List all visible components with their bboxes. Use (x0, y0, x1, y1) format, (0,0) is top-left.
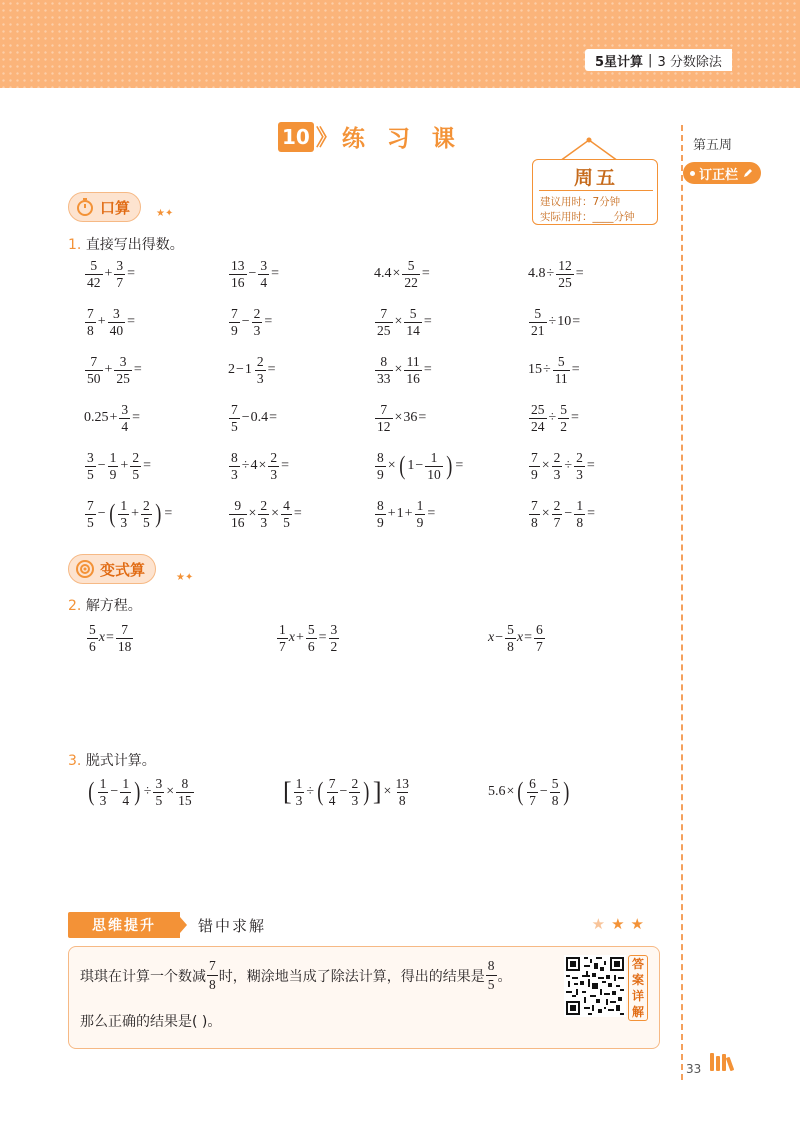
day-name: 周五 (573, 167, 618, 189)
star-icon: ★✦ (176, 572, 194, 583)
thinking-tab: 思维提升 (68, 912, 180, 938)
problem-1-18: $\frac{8}{3}$ ÷ 4 × $\frac{2}{3}$ = (231, 450, 289, 482)
problem-1-12: 15 ÷ $\frac{5}{11}$ = (528, 354, 580, 386)
star-icon: ★✦ (156, 208, 174, 219)
equation-3: x − $\frac{5}{8}$ x = $\frac{6}{7}$ (488, 622, 543, 654)
lesson-title (278, 120, 477, 153)
dot-icon (690, 171, 695, 176)
equation-2: 1 7 x + $\frac{5}{6}$ = $\frac{3}{2}$ (279, 622, 338, 654)
page-number: 33 (686, 1062, 702, 1076)
header-band (0, 0, 800, 88)
answer-tag-char: 解 (631, 1005, 644, 1019)
series-tag (585, 49, 732, 71)
thinking-text-a: 琪琪在计算一个数减 (80, 968, 206, 985)
problem-1-6: 7 9 − $\frac{2}{3}$ = (231, 306, 273, 338)
books-icon (710, 1053, 732, 1071)
problem-1-8: $\frac{5}{21}$ ÷ 10 = (531, 306, 581, 338)
thinking-text-b: 时，糊涂地当成了除法计算，得出的结果是 (218, 968, 485, 985)
thinking-header (68, 912, 660, 938)
lesson-name: 练习课 (341, 126, 477, 152)
pencil-icon (742, 167, 754, 179)
problem-1-4: 4.8 ÷ $\frac{12}{25}$ = (528, 258, 584, 290)
problem-1-19: $\frac{8}{9}$ × ( 1 − $\frac{1}{10}$ ) = (377, 450, 464, 482)
question-text: 解方程。 (85, 598, 142, 614)
thinking-subtitle: 错中求解 (198, 917, 267, 935)
equation-1: 5 6 x = $\frac{7}{18}$ (89, 622, 132, 654)
chapter-name: 3 分数除法 (657, 54, 722, 70)
week-label: 第五周 (693, 138, 733, 153)
question-3-title (68, 750, 156, 770)
expression-3: 5.6 × ( 6 7 − $\frac{5}{8}$ ) (488, 776, 570, 808)
thinking-line-2: 那么正确的结果是( )。 (80, 1014, 222, 1030)
answer-explanation-tag[interactable] (628, 955, 648, 1021)
question-number: 3. (68, 753, 82, 769)
problem-1-10: 2 − 1 $\frac{2}{3}$ = (228, 354, 276, 386)
day-divider (539, 190, 653, 191)
problem-1-17: 3 5 − $\frac{1}{9}$ + $\frac{2}{5}$ = (87, 450, 151, 482)
problem-1-5: 7 8 + $\frac{3}{40}$ = (87, 306, 136, 338)
problem-1-24: $\frac{7}{8}$ × $\frac{2}{7}$ − $\frac{1}{8}$ = (531, 498, 595, 530)
problem-1-7: $\frac{7}{25}$ × $\frac{5}{14}$ = (377, 306, 432, 338)
stopwatch-icon (75, 197, 95, 217)
day-card (532, 159, 658, 225)
question-number: 2. (68, 598, 82, 614)
series-name: 5星计算 (595, 54, 644, 70)
margin-divider (681, 125, 683, 1080)
question-2-title (68, 595, 142, 615)
correction-tag (683, 162, 761, 184)
problem-1-9: 7 50 + $\frac{3}{25}$ = (87, 354, 142, 386)
series-separator: | (648, 52, 653, 68)
problem-1-2: 13 16 − $\frac{3}{4}$ = (231, 258, 280, 290)
problem-1-21: 7 5 − ( 1 3 + $\frac{2}{5}$ ) = (87, 498, 173, 530)
problem-1-20: $\frac{7}{9}$ × $\frac{2}{3}$ ÷ $\frac{2}{3}$ = (531, 450, 595, 482)
actual-time: 实际用时：____分钟 (540, 211, 635, 223)
chevron-icon: 》 (315, 126, 338, 151)
fraction-denominator: 8 (209, 977, 216, 992)
section-variant-label: 变式算 (100, 560, 146, 579)
problem-1-14: 7 5 − 0.4 = (231, 402, 278, 434)
question-text: 直接写出得数。 (85, 237, 184, 253)
problem-1-11: $\frac{8}{33}$ × $\frac{11}{16}$ = (377, 354, 432, 386)
problem-1-15: $\frac{7}{12}$ × 36 = (377, 402, 427, 434)
qr-code-icon[interactable] (564, 955, 626, 1017)
problem-1-22: $\frac{9}{16}$ × $\frac{2}{3}$ × $\frac{4}{5}$ = (231, 498, 302, 530)
expression-1: ( 1 3 − $\frac{1}{4}$ ) ÷ $\frac{3}{5}$ × $\frac{8}{15}$ (88, 776, 192, 808)
problem-1-3: 4.4 × $\frac{5}{22}$ = (374, 258, 430, 290)
thinking-line-1 (80, 958, 512, 993)
problem-1-16: $\frac{25}{24}$ ÷ $\frac{5}{2}$ = (531, 402, 579, 434)
problem-1-13: 0.25 + $\frac{3}{4}$ = (84, 402, 141, 434)
difficulty-stars-icon: ★★★ (591, 915, 650, 933)
question-text: 脱式计算。 (85, 753, 156, 769)
question-number: 1. (68, 237, 82, 253)
problem-1-1: 5 42 + $\frac{3}{7}$ = (87, 258, 136, 290)
fraction-numerator: 8 (487, 958, 495, 973)
thinking-text-c: 。 (497, 968, 512, 985)
fraction-numerator: 7 (209, 958, 216, 973)
answer-tag-char: 案 (631, 973, 644, 987)
section-oral-label: 口算 (100, 198, 131, 217)
fraction-denominator: 5 (487, 977, 495, 992)
chevron-right-icon (180, 917, 187, 933)
correction-label: 订正栏 (698, 167, 738, 183)
problem-1-23: 8 9 + 1 + $\frac{1}{9}$ = (377, 498, 436, 530)
target-icon (75, 559, 95, 579)
expression-2: [ $\frac{1}{3}$ ÷ ( 7 4 − $\frac{2}{3}$ ) ] × $\frac{13}{8}$ (283, 776, 409, 808)
suggested-time: 建议用时：7分钟 (540, 196, 621, 208)
section-variant (68, 554, 156, 584)
lesson-number: 10 (278, 122, 314, 152)
question-1-title (68, 234, 184, 254)
answer-tag-char: 详 (631, 989, 644, 1003)
section-oral (68, 192, 141, 222)
answer-tag-char: 答 (631, 957, 644, 971)
